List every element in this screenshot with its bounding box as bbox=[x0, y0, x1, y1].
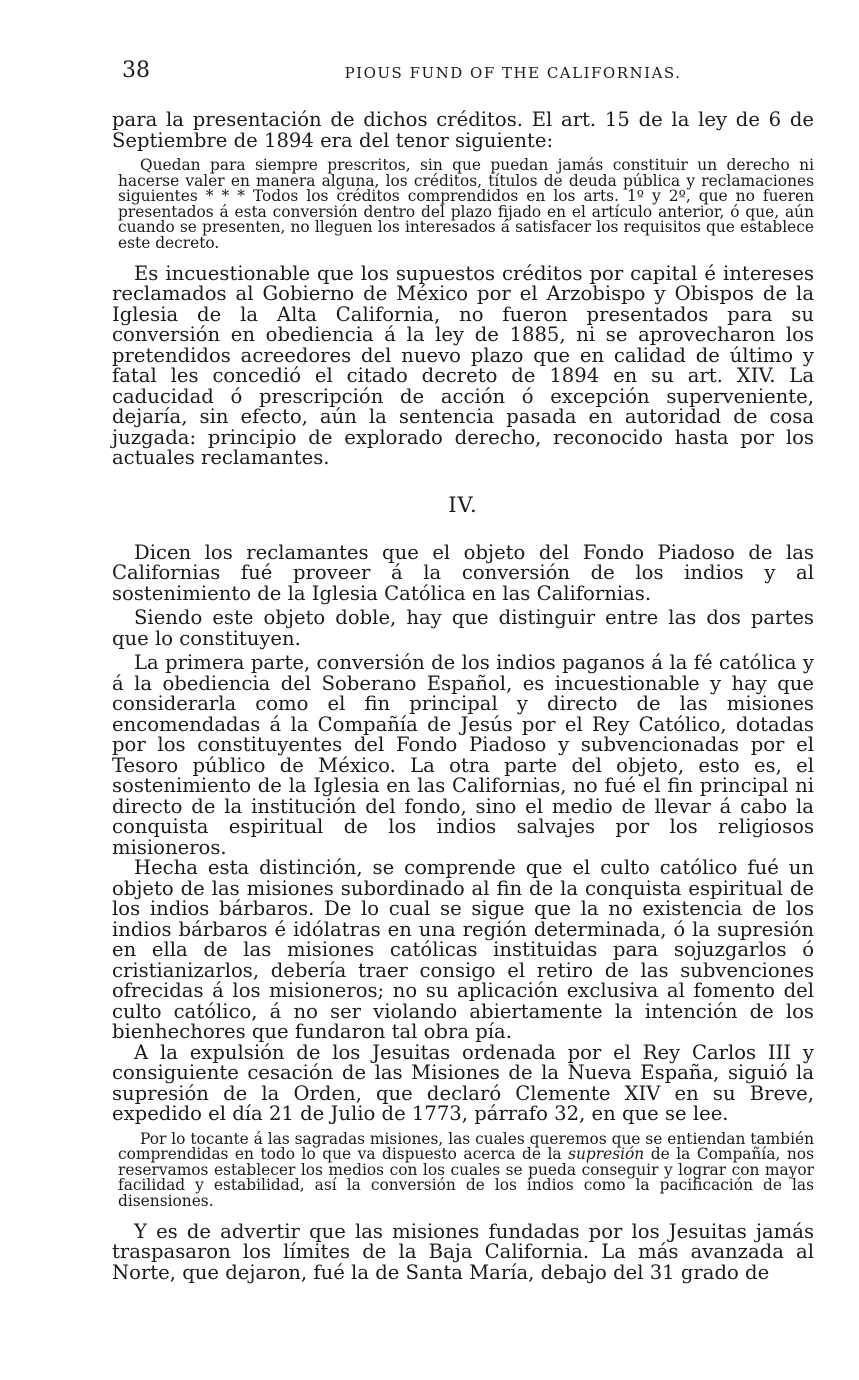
quote-text-end: de la Compañía, nos reservamos establecer los medios con los cuales se pueda conseguir y lograr con mayor facilidad y estabilidad, así la conversión de los indios como la pacificación de las disensiones. bbox=[118, 1145, 814, 1210]
paragraph-2: Es incuestionable que los supuestos créditos por capital é intereses reclamados al Gobierno de México por el Arzobispo y Obispos de la Iglesia de la Alta California, no fueron presentados para su conversión en obediencia á la ley de 1885, ni se aprovecharon los pretendidos acreedores del nuevo plazo que en calidad de último y fatal les concedió el citado decreto de 1894 en su art. XIV. La caducidad ó prescripción de acción ó excepción superveniente, dejaría, sin efecto, aún la sentencia pasada en autoridad de cosa juzgada: principio de explorado derecho, reconocido hasta por los actuales reclamantes. bbox=[112, 261, 814, 470]
paragraph-3: Dicen los reclamantes que el objeto del Fondo Piadoso de las Californias fué proveer á la conversión de los indios y al sostenimiento de la Iglesia Católica en las Californias. bbox=[112, 540, 814, 605]
page-header bbox=[118, 58, 818, 88]
paragraph-8: Y es de advertir que las misiones fundadas por los Jesuitas jamás traspasaron los límites de la Baja California. La más avanzada al Norte, que dejaron, fué la de Santa María, debajo del 31 grado de bbox=[112, 1219, 814, 1284]
paragraph-1: para la presentación de dichos créditos. El art. 15 de la ley de 6 de Septiembre de 1894 era del tenor siguiente: bbox=[112, 108, 814, 152]
quote-italic-word: supresión bbox=[568, 1145, 645, 1164]
paragraph-4: Siendo este objeto doble, hay que distinguir entre las dos partes que lo constituyen. bbox=[112, 606, 814, 650]
paragraph-6: Hecha esta distinción, se comprende que el culto católico fué un objeto de las misiones subordinado al fin de la conquista espiritual de los indios bárbaros. De lo cual se sigue que la no existencia de los indios bárbaros é idólatras en una región determinada, ó la supresión en ella de las misiones católicas instituidas para sojuzgarlos ó cristianizarlos, debería traer consigo el retiro de las subvenciones ofrecidas á los misioneros; no su aplicación exclusiva al fomento del culto católico, á no ser violando abiertamente la intención de los bienhechores que fundaron tal obra pía. bbox=[112, 856, 814, 1044]
running-title: PIOUS FUND OF THE CALIFORNIAS. bbox=[344, 64, 682, 82]
paragraph-7: A la expulsión de los Jesuitas ordenada por el Rey Carlos III y consiguiente cesación de las Misiones de la Nueva España, siguió la supresión de la Orden, que declaró Clemente XIV en su Breve, expedido el día 21 de Julio de 1773, párrafo 32, en que se lee. bbox=[112, 1040, 814, 1126]
quoted-law-article: Quedan para siempre prescritos, sin que puedan jamás constituir un derecho ni hacerse valer en manera alguna, los créditos, títulos de deuda pública y reclamaciones siguientes * * * Todos los créditos comprendidos en los arts. 1º y 2º, que no fueren presentados á esta conversión dentro del plazo fijado en el artículo anterior, ó que, aún cuando se presenten, no lleguen los interesados á satisfacer los requisitos que establece este decreto. bbox=[118, 156, 814, 252]
quote-text-start: Por lo tocante á las sagradas misiones, las cuales queremos que se entiendan también comprendidas en todo lo que va dispuesto acerca de la bbox=[118, 1129, 815, 1164]
page-body bbox=[112, 110, 814, 1283]
page-number: 38 bbox=[122, 58, 150, 83]
paragraph-5: La primera parte, conversión de los indios paganos á la fé católica y á la obediencia del Soberano Español, es incuestionable y hay que considerarla como el fin principal y directo de las misiones encomendadas á la Compañía de Jesús por el Rey Católico, dotadas por los constituyentes del Fondo Piadoso y subvencionadas por el Tesoro público de México. La otra parte del objeto, esto es, el sostenimiento de la Iglesia en las Californias, no fué el fin principal ni directo de la institución del fondo, sino el medio de llevar á cabo la conquista espiritual de los indios salvajes por los religiosos misioneros. bbox=[112, 651, 814, 859]
quoted-papal-brief bbox=[118, 1129, 815, 1210]
section-heading: IV. bbox=[448, 492, 478, 517]
